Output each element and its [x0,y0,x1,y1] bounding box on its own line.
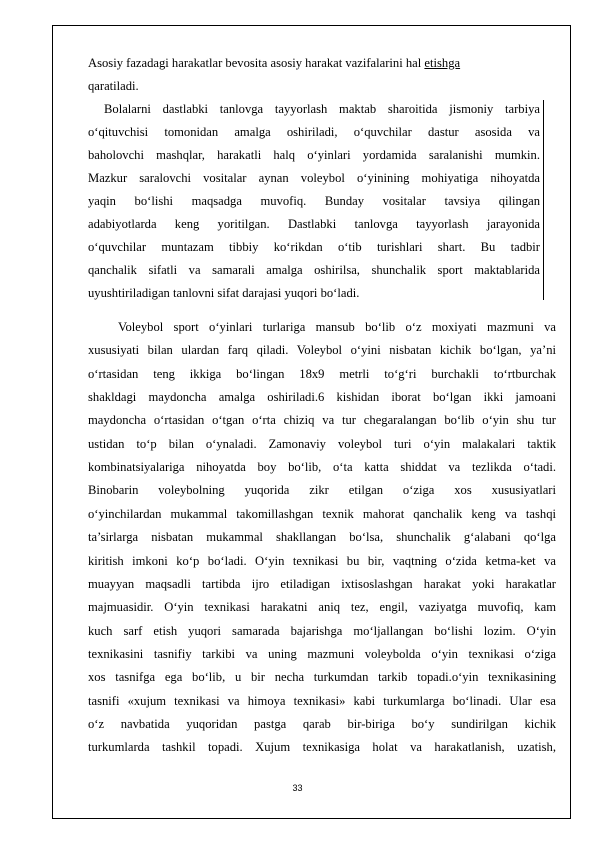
page-number: 33 [292,783,303,793]
intro-text: Asosiy fazadagi harakatlar bevosita asosiy harakat vazifalarini hal [88,56,425,70]
box-paragraph-line: uyushtiriladigan tanlovni sifat darajasi yuqori bo‘ladi. [88,286,360,300]
main-paragraph-line: muayyan maqsadli tartibda ijro etiladigan ixtisoslashgan harakat yoki harakatlar [88,577,556,591]
box-paragraph-line: yaqin bo‘lishi maqsadga muvofiq. Bunday vositalar tavsiya qilingan [88,194,540,208]
main-paragraph-line: o‘z navbatida yuqoridan pastga qarab bir-biriga bo‘y sundirilgan kichik [88,717,556,731]
main-paragraph-line: xos tasnifga ega bo‘lib, u bir necha turkumdan tarkib topadi.o‘yin texnikasining [88,670,556,684]
intro-line-2: qaratiladi. [88,79,139,93]
main-paragraph-line: o‘rtasidan teng ikkiga bo‘lingan 18x9 metrli to‘g‘ri burchakli to‘rtburchak [88,367,556,381]
main-paragraph-line: tasnifi «xujum texnikasi va himoya texnikasi» kabi turkumlarga bo‘linadi. Ular esa [88,694,556,708]
main-paragraph-line: ustidan to‘p bilan o‘ynaladi. Zamonaviy voleybol turi o‘yin malakalari taktik [88,437,556,451]
box-paragraph-line: qanchalik sifatli va samarali amalga oshirilsa, shunchalik sport maktablarida [88,263,540,277]
main-paragraph-line: kiritish imkoni ko‘p bo‘ladi. O‘yin texnikasi bu bir, vaqtning o‘zida ketma-ket va [88,554,556,568]
box-paragraph-line: o‘quvchilar muntazam tibbiy ko‘rikdan o‘tib turishlari shart. Bu tadbir [88,240,540,254]
main-paragraph-line: majmuasidir. O‘yin texnikasi harakatni aniq tez, engil, vaziyatga muvofiq, kam [88,600,556,614]
box-paragraph-line: Bolalarni dastlabki tanlovga tayyorlash maktab sharoitida jismoniy tarbiya [104,102,540,116]
intro-link[interactable]: etishga [424,56,461,70]
main-paragraph-line: turkumlarda tashkil topadi. Xujum texnikasiga holat va harakatlanish, uzatish, [88,740,556,754]
main-paragraph-line: kombinatsiyalariga nihoyatda boy bo‘lib, o‘ta katta shiddat va tezlikda o‘tadi. [88,460,556,474]
main-paragraph-line: maydoncha o‘rtasidan o‘tgan o‘rta chiziq va tur chegaralangan bo‘lib o‘yin shu tur [88,413,556,427]
main-paragraph-line: kuch sarf etish yuqori samarada bajarishga mo‘ljallangan bo‘lishi lozim. O‘yin [88,624,556,638]
box-paragraph-line: Mazkur saralovchi vositalar aynan voleybol o‘yinining mohiyatiga nihoyatda [88,171,540,185]
main-paragraph-line: ta’sirlarga nisbatan mukammal shakllangan bo‘lsa, shunchalik g‘alabani qo‘lga [88,530,556,544]
box-paragraph-line: baholovchi mashqlar, harakatli halq o‘yinlari yordamida saralanishi mumkin. [88,148,540,162]
main-paragraph-line: texnikasini tasnifiy tarkibi va uning mazmuni voleybolda o‘yin texnikasi o‘ziga [88,647,556,661]
main-paragraph-line: o‘yinchilardan mukammal takomillashgan texnik mahorat qanchalik keng va tashqi [88,507,556,521]
main-paragraph-line: xususiyati bilan ulardan farq qiladi. Voleybol o‘yini nisbatan kichik bo‘lgan, ya’ni [88,343,556,357]
box-paragraph-line: o‘qituvchisi tomonidan amalga oshiriladi, o‘quvchilar dastur asosida va [88,125,540,139]
box-paragraph-line: adabiyotlarda keng yoritilgan. Dastlabki tanlovga tayyorlash jarayonida [88,217,540,231]
main-paragraph-line: shakldagi maydoncha amalga oshiriladi.6 kishidan iborat bo‘lgan ikki jamoani [88,390,556,404]
main-paragraph-line: Binobarin voleybolning yuqorida zikr etilgan o‘ziga xos xususiyatlari [88,483,556,497]
main-paragraph-line: Voleybol sport o‘yinlari turlariga mansub bo‘lib o‘z moxiyati mazmuni va [118,320,556,334]
intro-line-1 [88,56,556,70]
